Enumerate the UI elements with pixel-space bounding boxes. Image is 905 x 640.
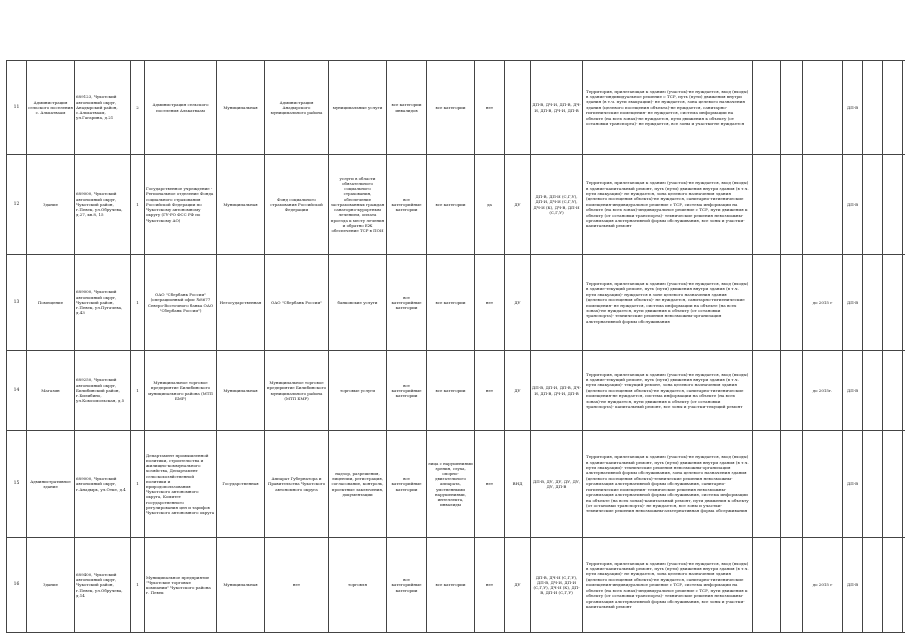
expected-result: ДП-В <box>843 351 863 431</box>
col-11: нет <box>475 538 505 633</box>
ownership-form: Муниципальная <box>217 538 265 633</box>
service-sphere: надзор, разрешения, лицензии, регистрация, согласование, контроль, проектные заключения, документации <box>329 431 387 538</box>
adaptation-description: Территория, прилегающая к зданию (участок)-не нуждается, вход (входы) в здание-капитальный ремонт, путь (пути) движения внутри здания (в т.ч. пути эвакуации)- технические решения невозможны-организация альтернативной формы обслуживания, зона целевого назначения здания (целевого посещения объекта)-технические решения невозможны-организация альтернативной формы обслуживания, санитарно-гигиенические помещения- технические решения невозможны-организация альтернативной формы обслуживания, система информации на объекте (на всех зонах)-капитальный ремонт, пути движения к объекту (от остановки транспорта)- не нуждается, все зоны и участки-технические решения невозможны-альтернативная форма обслуживания <box>583 431 753 538</box>
adaptation-term <box>803 61 843 155</box>
empty-cell <box>863 255 883 351</box>
empty-cell <box>753 61 781 155</box>
adaptation-description: Территория, прилегающая к зданию (участок)-не нуждается, вход (входы) в здание-индивидуальное решение с ТСР, путь (пути) движения внутри здания (в т.ч. пути эвакуации)- не нуждается, зона целевого назначения здания (целевого посещения объекта)-не нуждается, санитарно-гигиенические помещения- не нуждается, система информации на объекте (на всех зонах)-не нуждается, пути движения к объекту (от остановки транспорта)- не нуждается, все зоны и участки-не нуждается <box>583 61 753 155</box>
floors-count: 1 <box>131 351 145 431</box>
row-number: 14 <box>7 351 27 431</box>
ownership-form: Муниципальная <box>217 155 265 255</box>
object-owner: Государственное учреждение - Региональное отделение Фонда социального страхования Российской Федерации по Чукотскому автономному округу (ГУ-РО ФСС РФ по Чукотскому АО) <box>145 155 217 255</box>
floors-count: 1 <box>131 538 145 633</box>
empty-cell <box>781 61 803 155</box>
empty-cell <box>753 351 781 431</box>
table-row <box>7 538 905 633</box>
served-users: все категории <box>427 351 475 431</box>
served-category: все категорийные категории <box>387 351 427 431</box>
floors-count: 2 <box>131 61 145 155</box>
row-number: 13 <box>7 255 27 351</box>
col-12: ВНД <box>505 431 531 538</box>
empty-cell <box>883 255 903 351</box>
empty-cell <box>781 255 803 351</box>
adaptation-term: до 2015 г <box>803 538 843 633</box>
object-owner: Департамент промышленной политики, строительства и жилищно-коммунального хозяйства, Департамент сельскохозяйственной политики и природопользования Чукотского автономного округа, Комитет государственного регулирования цен и тарифов Чукотского автономного округа <box>145 431 217 538</box>
floors-count: 1 <box>131 155 145 255</box>
empty-cell <box>753 255 781 351</box>
row-number: 12 <box>7 155 27 255</box>
service-sphere: услуги в области обязательного социального страхования, обеспечение застрахованных граждан санаторно-курортным лечением, оплата проезда к месту лечения и обратно ЕЖ обеспечение ТСР в ПОИ <box>329 155 387 255</box>
expected-result: ДП-В <box>843 155 863 255</box>
col-12: ДУ <box>505 351 531 431</box>
expected-result: ДП-В <box>843 431 863 538</box>
higher-organization: ОАО "Сбербанк России" <box>265 255 329 351</box>
object-name: Помещение <box>27 255 75 351</box>
empty-cell <box>883 61 903 155</box>
empty-cell <box>781 351 803 431</box>
empty-cell <box>753 431 781 538</box>
row-number: 16 <box>7 538 27 633</box>
table-row <box>7 255 905 351</box>
empty-cell <box>863 431 883 538</box>
adaptation-description: Территория, прилегающая к зданию (участок)-не нуждается, вход (входы) в здание-текущий ремонт, путь (пути) движения внутри здания (в т.ч. пути эвакуации)- нуждается в зоне целевого назначения здания (целевого посещения объекта)- не нуждается, санитарно-гигиенические помещения- не нуждается, система информации на объекте (на всех зонах)-не нуждается, пути движения к объекту (от остановки транспорта)- технические решения невозможны-организация альтернативной формы обслуживания <box>583 255 753 351</box>
object-owner: Администрация сельского поселения Алькатваам <box>145 61 217 155</box>
col-11: нет <box>475 61 505 155</box>
served-users: все категории <box>427 155 475 255</box>
object-owner: ОАО "Сбербанк России" (операционный офис №8677 Северо-Восточного банка ОАО "Сбербанк России") <box>145 255 217 351</box>
col-11: нет <box>475 351 505 431</box>
table-row <box>7 351 905 431</box>
col-11: нет <box>475 255 505 351</box>
object-address: 689000, Чукотский автономный округ, г.Анадырь, ул.Отке, д.4 <box>75 431 131 538</box>
service-sphere: муниципальные услуги <box>329 61 387 155</box>
table-row <box>7 155 905 255</box>
object-address: 689250, Чукотский автономный округ, Билибинский район, г.Билибино, ул.Комсомольская, д.5 <box>75 351 131 431</box>
accessibility-condition: ДП-В, ДП-И (С,Г,У), ДП-И, ДЧ-И (С,Г,У), ДЧ-И (К), ДЧ-В, ДП-И (С,Г,У) <box>531 155 583 255</box>
adaptation-term <box>803 431 843 538</box>
expected-result: ДП-В <box>843 61 863 155</box>
col-12 <box>505 61 531 155</box>
accessibility-register-table <box>6 60 905 633</box>
ownership-form: Муниципальная <box>217 351 265 431</box>
object-name: Здание <box>27 538 75 633</box>
floors-count: 1 <box>131 431 145 538</box>
object-address: 689000, Чукотский автономный округ, Чукотский район, г.Певек, ул.Пугачева, д.43 <box>75 255 131 351</box>
empty-cell <box>883 351 903 431</box>
empty-cell <box>753 155 781 255</box>
adaptation-description: Территория, прилегающая к зданию (участок)-не нуждается, вход (входы) в здание-текущий ремонт, путь (пути) движения внутри здания (в т.ч. пути эвакуации)- текущий ремонт, зона целевого назначения здания (целевого посещения объекта)-не нуждается, санитарно-гигиенические помещения-не нуждается, система информации на объекте (на всех зонах)-не нуждается, пути движения к объекту (от остановки транспорта)- капитальный ремонт, все зоны и участки-текущий ремонт <box>583 351 753 431</box>
col-11: да <box>475 155 505 255</box>
higher-organization: нет <box>265 538 329 633</box>
service-sphere: торговые услуги <box>329 351 387 431</box>
accessibility-condition: ДП-В, ДЧ-И, ДП-В, ДЧ-И, ДП-В, ДЧ-И, ДП-В <box>531 61 583 155</box>
served-category: все категорийные категории <box>387 155 427 255</box>
accessibility-condition: ДП-В, ДУ, ДУ, ДУ, ДУ, ДУ, ДП-В <box>531 431 583 538</box>
served-category: все категорийные категории <box>387 538 427 633</box>
empty-cell <box>863 155 883 255</box>
col-12: ДУ <box>505 538 531 633</box>
higher-organization: Фонд социального страхования Российской Федерации <box>265 155 329 255</box>
floors-count: 1 <box>131 255 145 351</box>
col-11: нет <box>475 431 505 538</box>
empty-cell <box>863 61 883 155</box>
served-users: все категории <box>427 61 475 155</box>
object-address: 689123, Чукотский автономный округ, Анадырский район, с.Алькатваам, ул.Гагарина, д.21 <box>75 61 131 155</box>
object-name: Здание <box>27 155 75 255</box>
adaptation-description: Территория, прилегающая к зданию (участок)-не нуждается, вход (входы) в здание-капитальный ремонт, путь (пути) движения внутри здания (в т.ч. пути эвакуации)- не нуждается, зона целевого назначения здания (целевого посещения объекта)-не нуждается, санитарно-гигиенические помещения-индивидуальное решение с ТСР, система информации на объекте (на всех зонах)-индивидуальное решение с ТСР, пути движения к объекту (от остановки транспорта)- технические решения невозможны-организация альтернативной формы обслуживания, все зоны и участки-капитальный ремонт <box>583 155 753 255</box>
served-users: все категории <box>427 255 475 351</box>
empty-cell <box>753 538 781 633</box>
adaptation-term <box>803 155 843 255</box>
ownership-form: Государственная <box>217 431 265 538</box>
object-name: Административное здание <box>27 431 75 538</box>
adaptation-term: до 2015 г <box>803 255 843 351</box>
empty-cell <box>781 431 803 538</box>
expected-result: ДП-В <box>843 538 863 633</box>
higher-organization: Муниципальное торговое предприятие Билибинского муниципального района (МТП БМР) <box>265 351 329 431</box>
col-12: ДУ <box>505 155 531 255</box>
object-address: 689000, Чукотский автономный округ, Чукотский район, г.Певек, ул.Обручева, д.27, кв.8, 15 <box>75 155 131 255</box>
table-row <box>7 61 905 155</box>
service-sphere: банковские услуги <box>329 255 387 351</box>
accessibility-condition: ДП-В, ДП-И, ДП-В, ДЧ-И, ДП-В, ДЧ-И, ДП-В <box>531 351 583 431</box>
row-number: 11 <box>7 61 27 155</box>
higher-organization: Администрация Анадырского муниципального района <box>265 61 329 155</box>
empty-cell <box>781 155 803 255</box>
ownership-form: Негосударственная <box>217 255 265 351</box>
object-name: Магазин <box>27 351 75 431</box>
ownership-form: Муниципальная <box>217 61 265 155</box>
empty-cell <box>863 538 883 633</box>
object-name: Администрация сельского поселения с. Алькатваам <box>27 61 75 155</box>
expected-result: ДП-В <box>843 255 863 351</box>
higher-organization: Аппарат Губернатора и Правительства Чукотского автономного округа <box>265 431 329 538</box>
adaptation-description: Территория, прилегающая к зданию (участок)-не нуждается, вход (входы) в здание-капитальный ремонт, путь (пути) движения внутри здания (в т.ч. пути эвакуации)- не нуждается, зона целевого назначения здания (целевого посещения объекта)-не нуждается, санитарно-гигиенические помещения-индивидуальное решение с ТСР, система информации на объекте (на всех зонах)-индивидуальное решение с ТСР, пути движения к объекту (от остановки транспорта)- технические решения невозможны-организация альтернативной формы обслуживания, все зоны и участки-капитальный ремонт <box>583 538 753 633</box>
row-number: 15 <box>7 431 27 538</box>
adaptation-term: до 2015г. <box>803 351 843 431</box>
served-users: все категории <box>427 538 475 633</box>
served-category: все категорийные категории <box>387 255 427 351</box>
service-sphere: торговля <box>329 538 387 633</box>
empty-cell <box>883 538 903 633</box>
served-category: все категории инвалидов <box>387 61 427 155</box>
accessibility-condition: ДП-В, ДЧ-И (С,Г,У), ДП-В, ДЧ-И, ДП-И (С,Г,У), ДЧ-И (К), ДП-В, ДП-И (С,Г,У) <box>531 538 583 633</box>
empty-cell <box>883 431 903 538</box>
served-users: лица с нарушениями зрения, слуха, опорно-двигательного аппарата, умственными нарушениями, интеллекта, инвалиды <box>427 431 475 538</box>
empty-cell <box>863 351 883 431</box>
served-category: все категорийные категории <box>387 431 427 538</box>
object-owner: Муниципальное торговое предприятие Билибинского муниципального района (МТП БМР) <box>145 351 217 431</box>
accessibility-condition <box>531 255 583 351</box>
empty-cell <box>781 538 803 633</box>
col-12: ДУ <box>505 255 531 351</box>
empty-cell <box>883 155 903 255</box>
object-address: 689400, Чукотский автономный округ, Чукотский район, г.Певек, ул.Обручева, д.14 <box>75 538 131 633</box>
table-row <box>7 431 905 538</box>
object-owner: Муниципальное предприятие "Чукотские торговые компании" Чукотского района г. Певек <box>145 538 217 633</box>
